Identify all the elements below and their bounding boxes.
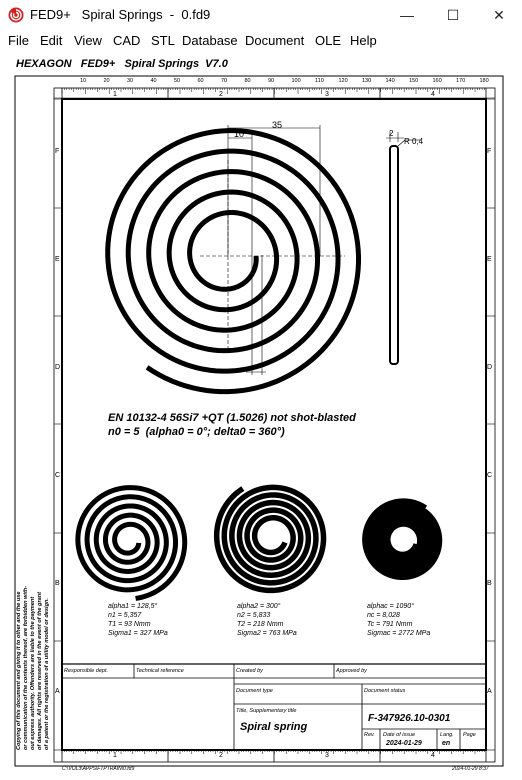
dimension-radius-label: R 0,4 xyxy=(404,137,424,146)
material-spec: EN 10132-4 56Si7 +QT (1.5026) not shot-blasted xyxy=(108,412,356,424)
maximize-button[interactable]: ☐ xyxy=(446,6,460,23)
menu-help[interactable]: Help xyxy=(350,33,377,48)
ruler-number: 10 xyxy=(80,78,87,84)
revision-label: Rev. xyxy=(364,732,375,738)
strip-section xyxy=(390,146,398,364)
document-status-label: Document status xyxy=(364,688,406,694)
zone-label-bottom: 2 xyxy=(219,752,223,759)
ruler-number: 120 xyxy=(338,78,348,84)
minimize-button[interactable]: — xyxy=(400,7,414,23)
language-value: en xyxy=(442,740,451,747)
ruler-number: 20 xyxy=(103,78,110,84)
program-header: HEXAGON FED9+ Spiral Springs V7.0 xyxy=(16,58,228,70)
zone-label-right: A xyxy=(487,688,492,695)
document-number: F-347926.10-0301 xyxy=(368,713,451,724)
ruler-number: 130 xyxy=(362,78,372,84)
zone-label-right: C xyxy=(487,472,493,479)
responsible-dept-label: Responsible dept. xyxy=(64,668,109,674)
menu-database[interactable]: Database xyxy=(182,33,238,48)
menu-ole[interactable]: OLE xyxy=(315,33,342,48)
zone-label-left: E xyxy=(55,256,60,263)
state-2-values: alpha2 = 300° n2 = 5,833 T2 = 218 Nmm Sigma2 = 763 MPa xyxy=(237,603,297,637)
zone-label-bottom: 3 xyxy=(325,752,329,759)
state-1-values: alpha1 = 128,5° n1 = 5,357 T1 = 93 Nmm Sigma1 = 327 MPa xyxy=(108,603,168,637)
approved-by-label: Approved by xyxy=(336,668,367,674)
window-title: FED9+ Spiral Springs - 0.fd9 xyxy=(30,7,211,22)
zone-label-bottom: 4 xyxy=(431,752,435,759)
ruler-number: 180 xyxy=(479,78,489,84)
document-type-label: Document type xyxy=(236,688,273,694)
copyright-notice: Copying of this document and giving it to other and the use or communication of the contents thereof, are forbidden with- out express authority. Offenders are liable to the payment of damages. All rights are reserved in the event of the grant of a patent or the registration of a utility model or design. xyxy=(16,585,50,750)
ruler-number: 100 xyxy=(291,78,301,84)
close-button[interactable]: ✕ xyxy=(493,6,505,23)
zone-label-top: 4 xyxy=(431,91,435,98)
file-path: C:\VOL3\APPS\FTPTRAIN\0.fd9 xyxy=(62,766,135,772)
language-label: Lang. xyxy=(440,732,454,738)
date-of-issue-label: Date of issue xyxy=(383,732,416,738)
ruler-number: 30 xyxy=(127,78,134,84)
state-c-values: alphac = 1090° nc = 8,028 Tc = 791 Nmm Sigmac = 2772 MPa xyxy=(367,603,431,637)
dimension-2-label: 2 xyxy=(389,129,394,138)
ruler-number: 110 xyxy=(315,78,324,84)
zone-label-right: F xyxy=(487,148,492,155)
zone-label-left: D xyxy=(55,364,61,371)
dimension-10-label: 10 xyxy=(234,129,245,139)
zone-label-left: A xyxy=(55,688,60,695)
ruler-number: 70 xyxy=(221,78,228,84)
technical-reference-label: Technical reference xyxy=(136,668,184,674)
coil-count-spec: n0 = 5 (alpha0 = 0°; delta0 = 360°) xyxy=(108,426,285,438)
ruler-number: 170 xyxy=(456,78,466,84)
zone-label-right: E xyxy=(487,256,492,263)
ruler-number: 40 xyxy=(150,78,157,84)
ruler-number: 60 xyxy=(197,78,204,84)
menu-edit[interactable]: Edit xyxy=(40,33,63,48)
zone-label-top: 3 xyxy=(325,91,329,98)
page-label: Page xyxy=(463,732,476,738)
ruler-number: 50 xyxy=(174,78,181,84)
drawing-title: Spiral spring xyxy=(240,721,308,733)
zone-label-bottom: 1 xyxy=(113,752,117,759)
zone-label-right: D xyxy=(487,364,493,371)
created-by-label: Created by xyxy=(236,668,263,674)
dimension-35-label: 35 xyxy=(272,120,283,130)
ruler-number: 80 xyxy=(244,78,251,84)
menu-file[interactable]: File xyxy=(8,33,29,48)
title-label: Title, Supplementary title xyxy=(236,708,297,714)
ruler-number: 160 xyxy=(432,78,442,84)
menu-cad[interactable]: CAD xyxy=(113,33,141,48)
zone-label-left: B xyxy=(55,580,60,587)
date-of-issue: 2024-01-29 xyxy=(386,740,422,747)
zone-label-left: F xyxy=(55,148,60,155)
ruler-number: 150 xyxy=(409,78,419,84)
zone-label-top: 1 xyxy=(113,91,117,98)
ruler-number: 140 xyxy=(385,78,395,84)
print-timestamp: 2024-01-29 8:37 xyxy=(452,766,489,772)
zone-label-left: C xyxy=(55,472,61,479)
menu-stl[interactable]: STL xyxy=(151,33,175,48)
ruler-number: 90 xyxy=(268,78,275,84)
menu-view[interactable]: View xyxy=(74,33,102,48)
menu-document[interactable]: Document xyxy=(245,33,305,48)
zone-label-top: 2 xyxy=(219,91,223,98)
zone-label-right: B xyxy=(487,580,492,587)
